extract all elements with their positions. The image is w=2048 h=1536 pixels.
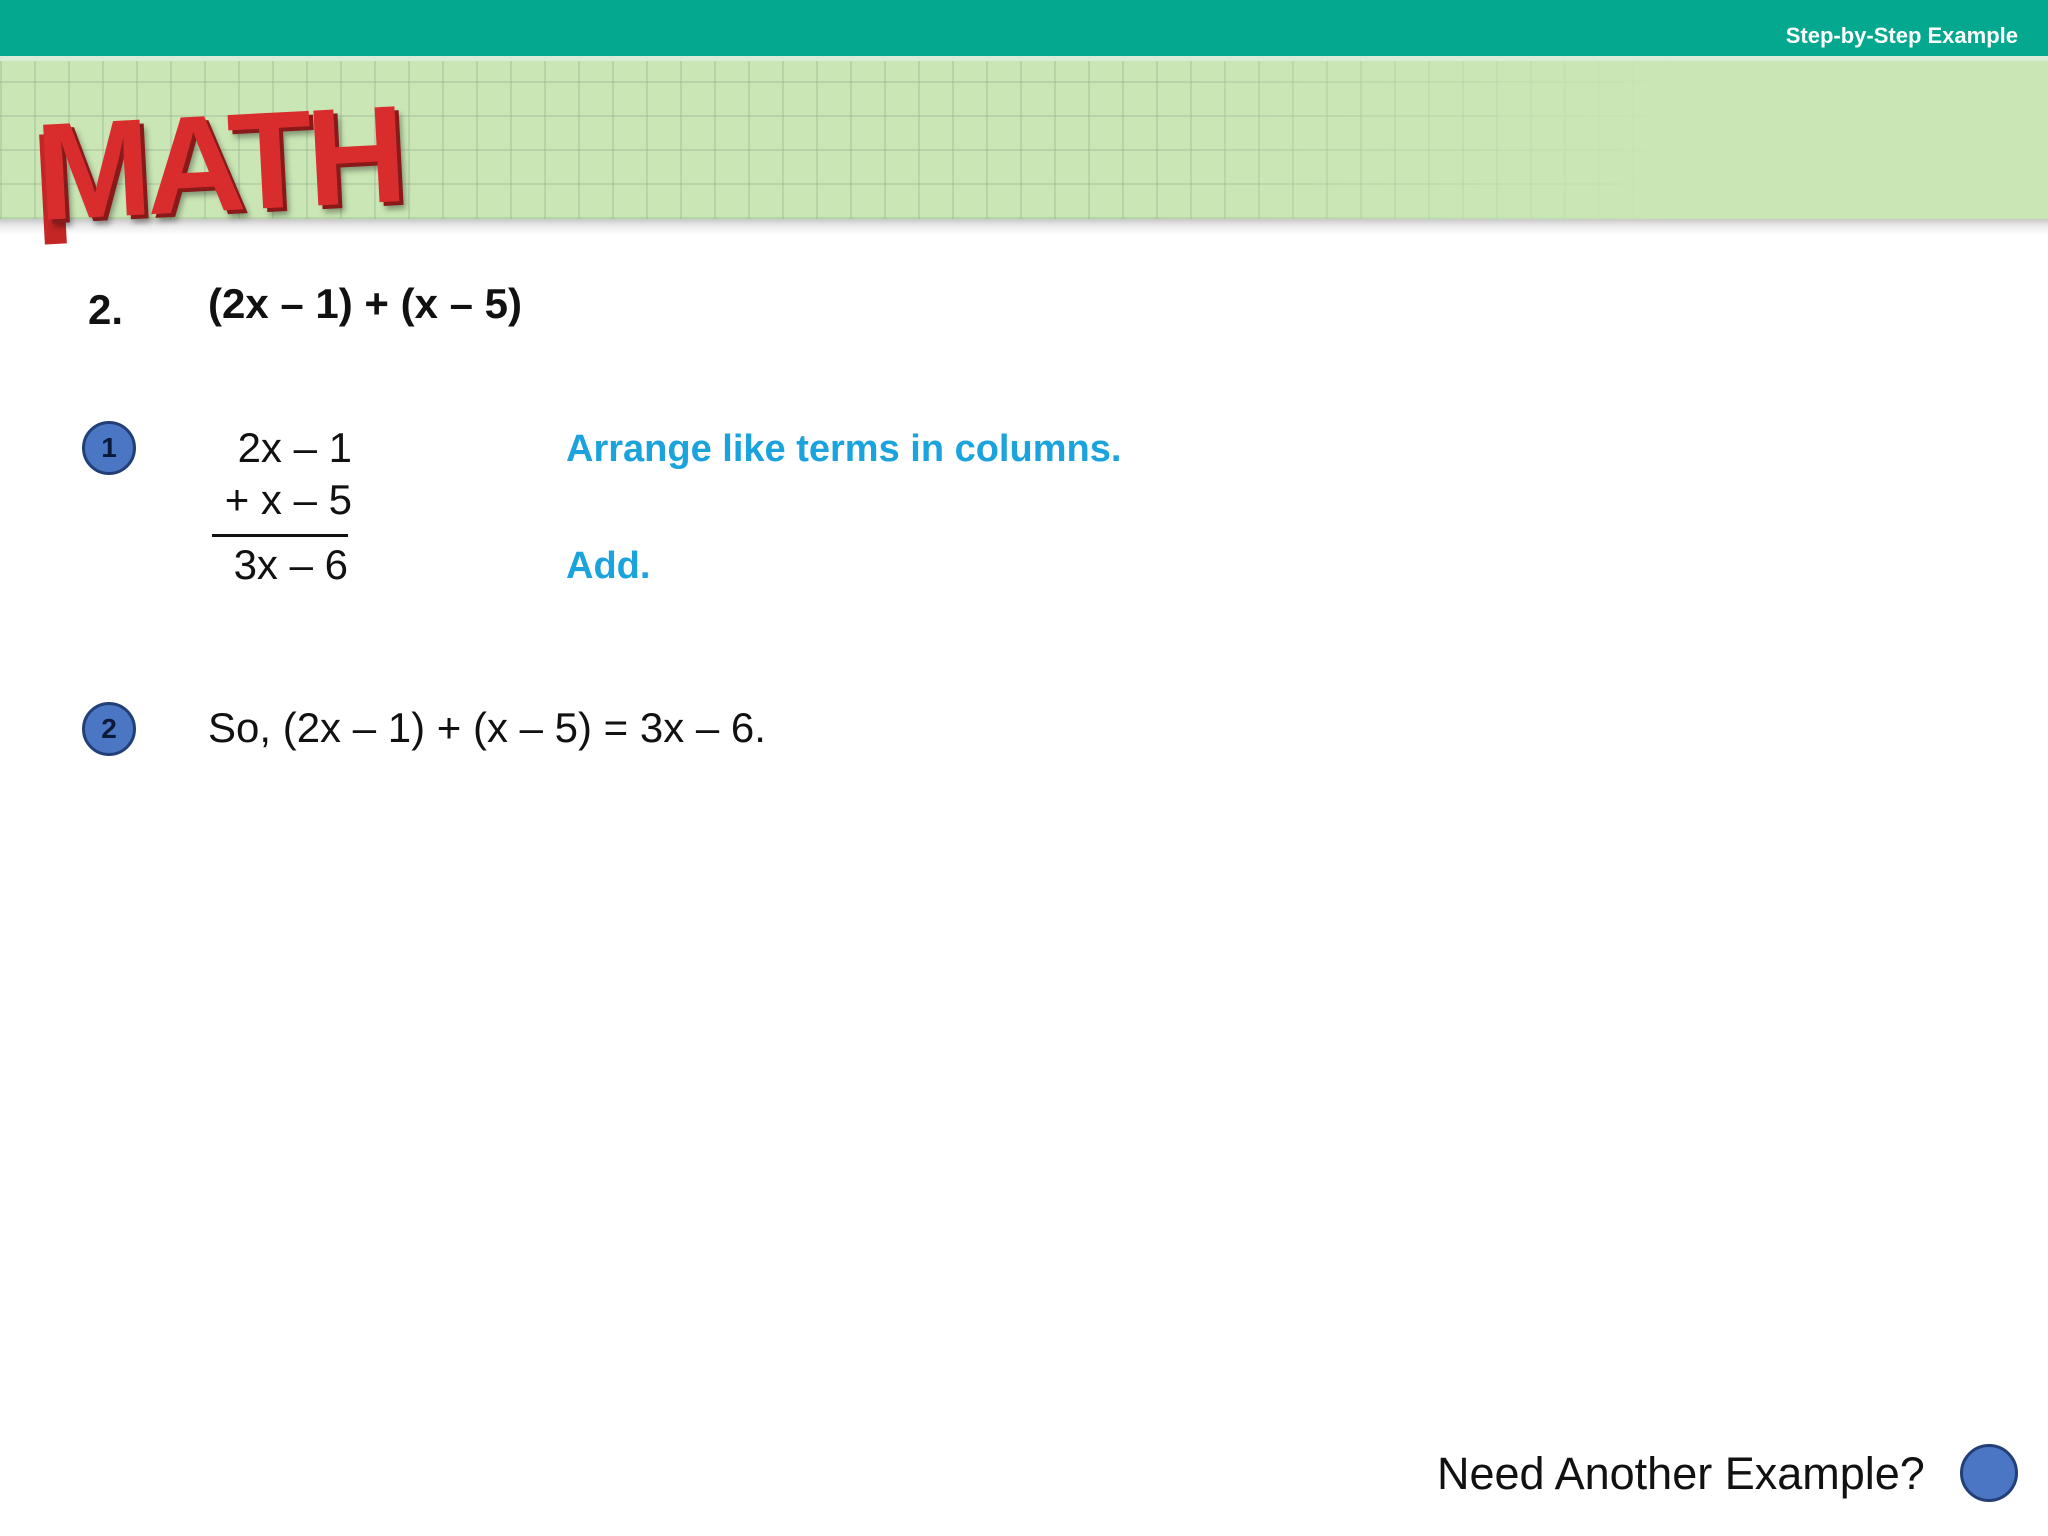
hint-arrange: Arrange like terms in columns. [566, 428, 1122, 470]
addend-2: + x – 5 [224, 476, 352, 523]
logo-text: MATH [32, 77, 405, 250]
sum-result: 3x – 6 [233, 541, 348, 588]
addend-1: 2x – 1 [237, 424, 352, 471]
hint-add: Add. [566, 545, 651, 587]
section-label: Step-by-Step Example [1785, 23, 2018, 48]
conclusion-statement: So, (2x – 1) + (x – 5) = 3x – 6. [208, 704, 766, 751]
step-2-badge: 2 [82, 702, 136, 756]
problem-number: 2. [88, 286, 124, 333]
sum-rule-line [212, 534, 348, 537]
problem-expression: (2x – 1) + (x – 5) [208, 280, 522, 327]
top-bar [0, 0, 2048, 56]
step-1-badge: 1 [82, 421, 136, 475]
math-logo [18, 58, 408, 250]
banner-fade [1150, 61, 2048, 219]
need-another-example-label: Need Another Example? [1437, 1448, 1925, 1499]
next-example-button[interactable] [1960, 1444, 2018, 1502]
